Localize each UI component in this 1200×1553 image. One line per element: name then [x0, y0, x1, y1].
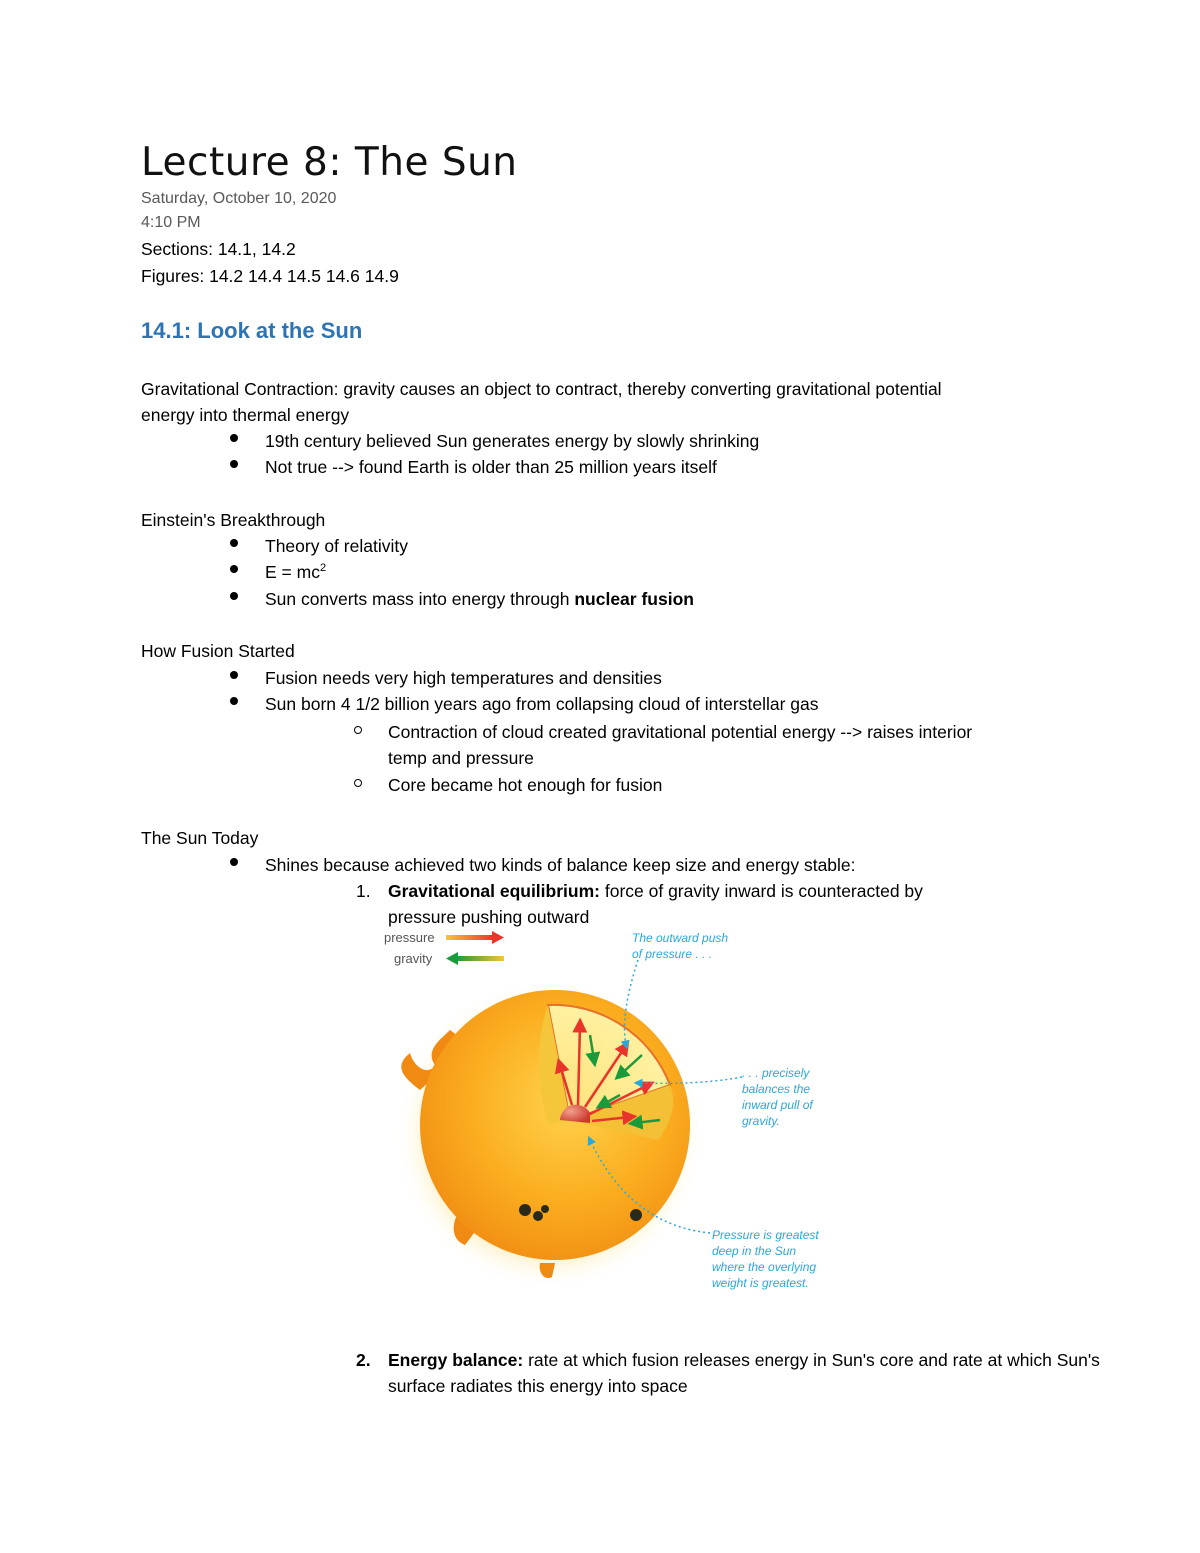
equation-text: E = mc	[265, 562, 320, 582]
bullet-icon	[230, 697, 238, 705]
einstein-heading: Einstein's Breakthrough	[141, 510, 326, 530]
list-number: 1.	[356, 881, 371, 901]
sections-label: Sections:	[141, 239, 213, 259]
figures-line	[141, 263, 399, 289]
annotation-text: balances the	[742, 1082, 811, 1096]
sub-list-item: Core became hot enough for fusion	[388, 775, 663, 795]
sunspot	[630, 1209, 642, 1221]
annotation-text: gravity.	[742, 1114, 780, 1128]
list-item: Fusion needs very high temperatures and densities	[265, 668, 662, 688]
list-item: Shines because achieved two kinds of balance keep size and energy stable:	[265, 855, 856, 875]
bullet-icon	[230, 565, 238, 573]
sub-bullet-icon	[354, 779, 362, 787]
numbered-item-text: force of gravity inward is counteracted by	[599, 881, 923, 901]
bullet-icon	[230, 539, 238, 547]
legend-gravity-arrowhead	[446, 952, 458, 965]
sub-list-item-continued: temp and pressure	[388, 748, 534, 768]
legend-pressure-label: pressure	[384, 930, 435, 945]
fusion-heading: How Fusion Started	[141, 641, 295, 661]
legend-pressure-arrowhead	[492, 931, 504, 944]
list-item	[265, 586, 694, 612]
bullet-icon	[230, 592, 238, 600]
annotation-text: Pressure is greatest	[712, 1228, 819, 1242]
list-item: Sun born 4 1/2 billion years ago from collapsing cloud of interstellar gas	[265, 694, 819, 714]
legend-gravity-label: gravity	[394, 951, 433, 966]
sub-bullet-icon	[354, 726, 362, 734]
sun-today-heading: The Sun Today	[141, 828, 259, 848]
annotation-text: . . . precisely	[742, 1066, 810, 1080]
annotation-text: of pressure . . .	[632, 947, 713, 961]
list-item-text: Sun converts mass into energy through	[265, 589, 575, 609]
list-item: 19th century believed Sun generates energy by slowly shrinking	[265, 431, 760, 451]
annotation-text: inward pull of	[742, 1098, 813, 1112]
grav-contraction-line1: Gravitational Contraction: gravity causes an object to contract, thereby converting gravitational potential	[141, 379, 942, 399]
list-number: 2.	[356, 1350, 371, 1370]
sun-equilibrium-figure	[380, 925, 830, 1295]
sections-line	[141, 236, 296, 262]
grav-contraction-line2: energy into thermal energy	[141, 405, 350, 425]
section-heading: 14.1: Look at the Sun	[141, 318, 363, 343]
numbered-item	[388, 1347, 1100, 1373]
sunspot	[541, 1205, 549, 1213]
numbered-item-text: rate at which fusion releases energy in Sun's core and rate at which Sun's	[523, 1350, 1100, 1370]
bullet-icon	[230, 460, 238, 468]
annotation-text: weight is greatest.	[712, 1276, 809, 1290]
figures-value: 14.2 14.4 14.5 14.6 14.9	[204, 266, 399, 286]
numbered-item	[388, 878, 923, 904]
legend-gravity-bar	[456, 956, 504, 961]
list-item: Theory of relativity	[265, 536, 408, 556]
bullet-icon	[230, 858, 238, 866]
equation-exponent: 2	[319, 562, 327, 575]
legend-pressure-bar	[446, 935, 494, 940]
list-item	[265, 559, 326, 585]
numbered-item-term: Energy balance:	[388, 1350, 524, 1370]
sunspot	[533, 1211, 543, 1221]
list-item-emphasis: nuclear fusion	[574, 589, 694, 609]
annotation-text: deep in the Sun	[712, 1244, 797, 1258]
page-title: Lecture 8: The Sun	[141, 140, 518, 185]
sub-list-item: Contraction of cloud created gravitational potential energy --> raises interior	[388, 722, 973, 742]
page-date: Saturday, October 10, 2020	[141, 190, 337, 207]
annotation-text: where the overlying	[712, 1260, 817, 1274]
bullet-icon	[230, 671, 238, 679]
page-time: 4:10 PM	[141, 214, 201, 231]
annotation-text: The outward push	[632, 931, 729, 945]
numbered-item-continued: surface radiates this energy into space	[388, 1376, 688, 1396]
numbered-item-term: Gravitational equilibrium:	[388, 881, 600, 901]
sunspot	[519, 1204, 531, 1216]
figures-label: Figures:	[141, 266, 205, 286]
list-item: Not true --> found Earth is older than 25 million years itself	[265, 457, 717, 477]
bullet-icon	[230, 434, 238, 442]
numbered-item-continued: pressure pushing outward	[388, 907, 590, 927]
sections-value: 14.1, 14.2	[212, 239, 296, 259]
